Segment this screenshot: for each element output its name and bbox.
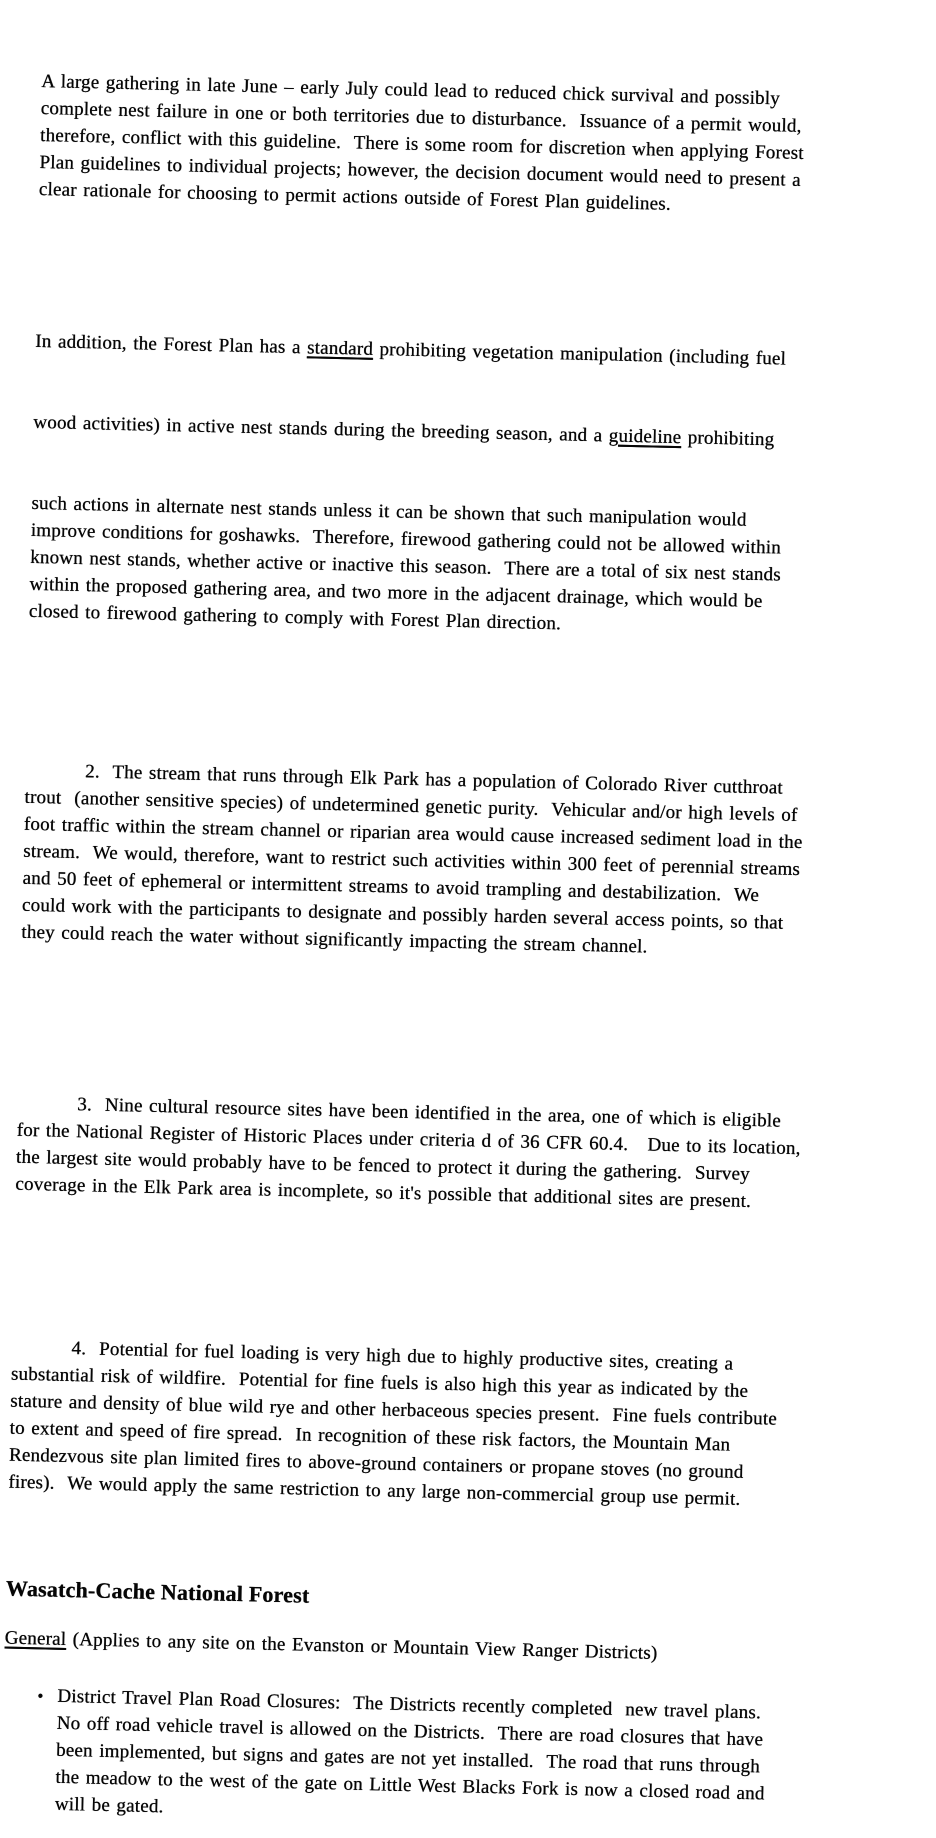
underlined-word-guideline: guideline <box>608 425 682 449</box>
underlined-word-standard: standard <box>306 337 374 360</box>
text-line <box>35 328 935 376</box>
general-applicability-line <box>4 1625 904 1673</box>
paragraph-4-fuel-loading <box>7 1280 913 1571</box>
paragraph-text: 4. Potential for fuel loading is very high due to highly productive sites, creating a substantial risk of wildfire. Potential for fine fuels is also high this year as indicated by the stature and density of blue wild rye and other herbaceous species present. Fine fuels contribute to extent and speed of fire spread. In recognition of these risk factors, the Mountain Man Rendezvous site plan limited fires to above-ground containers or propane stoves (no ground fires). We would apply the same restriction to any large non-commercial group use permit. <box>8 1338 778 1510</box>
scanned-document-page <box>1 14 936 1838</box>
bullet-item-road-closures <box>1 1682 904 1838</box>
text-segment: wood activities) in active nest stands during the breeding season, and a <box>33 411 610 447</box>
bullet-text: District Travel Plan Road Closures: The Districts recently completed new travel plans. No off road vehicle travel is allowed on the Districts. There are road closures that have been implemented, but signs and gates are not yet installed. The road that runs through the meadow to the west of the gate on Little West Blacks Fork is now a closed road and will be gated. <box>54 1685 765 1818</box>
paragraph-3-cultural-sites <box>14 1036 919 1273</box>
paragraph-text: A large gathering in late June – early July could lead to reduced chick survival and possibly complete nest failure in one or both territories due to disturbance. Issuance of a permit would, therefore, conflict with this guideline. There is some room for discretion when applying Forest Plan guidelines to individual projects; however, the decision document would need to present a clear rationale for choosing to permit actions outside of Forest Plan guidelines. <box>38 70 804 215</box>
text-segment: prohibiting vegetation manipulation (including fuel <box>372 338 787 370</box>
text-line <box>33 409 933 457</box>
paragraph-gathering-impact <box>37 14 936 278</box>
underlined-word-general: General <box>4 1627 67 1650</box>
text-segment: (Applies to any site on the Evanston or Mountain View Ranger Districts) <box>65 1629 658 1664</box>
text-segment: prohibiting <box>681 427 775 451</box>
section-heading-wasatch-cache-national-forest: Wasatch-Cache National Forest <box>5 1575 310 1608</box>
text-segment: In addition, the Forest Plan has a <box>35 330 308 359</box>
paragraph-text: such actions in alternate nest stands unless it can be shown that such manipulation would improve conditions for goshawks. Therefore, firewood gathering could not be allowed within known nest stands, whether active or inactive this season. There are a total of six nest stands within the proposed gathering area, and two more in the adjacent drainage, which would be closed to firewood gathering to comply with Forest Plan direction. <box>28 492 782 635</box>
paragraph-text: 2. The stream that runs through Elk Park has a population of Colorado River cutthroat trout (another sensitive species) of undetermined genetic purity. Vehicular and/or high levels of foot traffic within the stream channel or riparian area would cause increased sediment load in the stream. We would, therefore, want to restrict such activities within 300 feet of perennial streams and 50 feet of ephemeral or intermittent streams to avoid trampling and destabilization. We could work with the participants to designate and possibly harden several access points, so that they could reach the water without significantly impacting the stream channel. <box>21 761 803 958</box>
paragraph-2-stream-cutthroat <box>20 703 927 1021</box>
bullet-marker: • <box>37 1686 44 1706</box>
paragraph-forest-plan-standard <box>27 274 936 700</box>
paragraph-text: 3. Nine cultural resource sites have been identified in the area, one of which is eligible for the National Register of Historic Places under criteria d of 36 CFR 60.4. Due to its location, the largest site would probably have to be fenced to protect it during the gathering. Survey coverage in the Elk Park area is incomplete, so it's possible that additional sites are present. <box>15 1094 801 1213</box>
